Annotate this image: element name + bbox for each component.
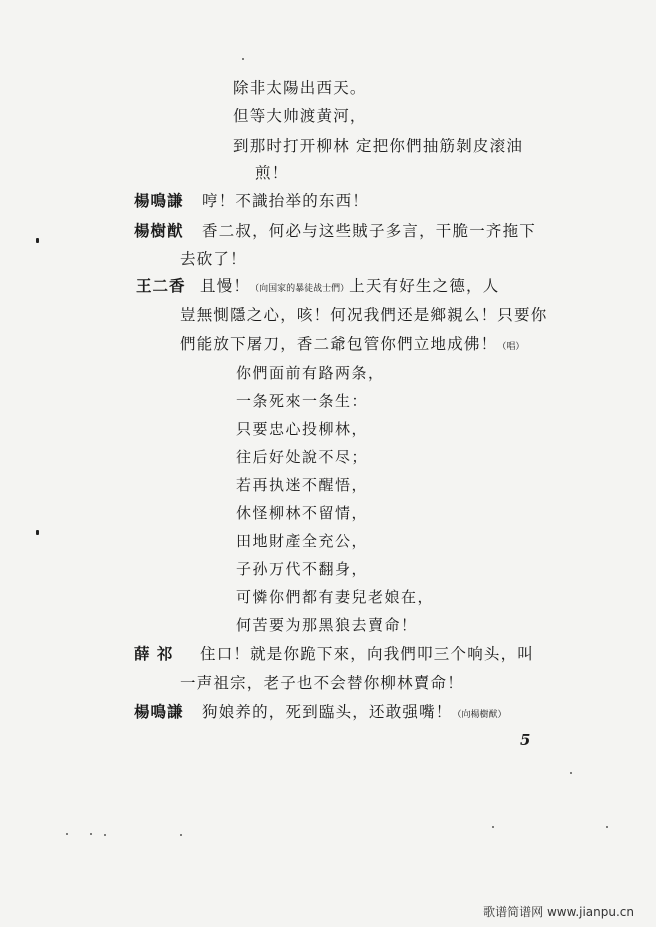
scan-speck: [606, 826, 608, 828]
scan-mark: [36, 238, 39, 243]
dialogue-text-b: 上天有好生之德，人: [349, 277, 500, 295]
speaker-name: 楊樹猷: [134, 221, 184, 240]
song-line: 可憐你們都有妻兒老娘在，: [236, 588, 435, 606]
verse-line: 但等大帅渡黄河，: [233, 107, 367, 125]
verse-line: 除非太陽出西天。: [233, 79, 367, 97]
song-line: 休怪柳林不留情，: [236, 504, 369, 522]
dialogue-text: 哼！不識抬举的东西！: [202, 192, 370, 210]
speaker-name: 楊鳴謙: [134, 191, 184, 210]
watermark: 歌谱简谱网 www.jianpu.cn: [483, 905, 634, 919]
song-line: 田地財產全充公，: [236, 532, 369, 550]
scan-mark: [36, 530, 39, 535]
dialogue-text-c: 們能放下屠刀，香二爺包管你們立地成佛！: [180, 335, 498, 353]
dialogue-continuation: 一声祖宗，老子也不会替你柳林賣命！: [180, 674, 464, 692]
page-number: 5: [520, 731, 531, 749]
song-line: 只要忠心投柳林，: [236, 420, 369, 438]
dialogue-continuation: [180, 332, 524, 354]
verse-line: 煎！: [255, 164, 289, 182]
dialogue-text-a: 狗娘养的，死到臨头，还敢强嘴！: [202, 703, 453, 721]
speaker-name: 楊鳴謙: [134, 702, 184, 721]
song-line: 你們面前有路两条，: [236, 364, 385, 382]
stage-direction: （唱）: [497, 342, 525, 352]
dialogue-text: [200, 274, 499, 296]
song-line: 一条死來一条生：: [236, 392, 369, 410]
dialogue-text: [202, 700, 507, 722]
stage-direction: （向国家的暴徒战士們）: [250, 284, 350, 294]
stage-direction: （向楊樹猷）: [452, 710, 507, 720]
scan-speck: [492, 826, 494, 828]
dialogue-text-a: 且慢！: [200, 277, 251, 295]
song-line: 子孙万代不翻身，: [236, 560, 369, 578]
scan-speck: [570, 772, 572, 774]
scan-speck: [66, 833, 68, 835]
speaker-name: 薛 祁: [134, 644, 174, 663]
dialogue-continuation: 豈無惻隱之心，咳！何况我們还是鄉親么！只要你: [180, 306, 548, 324]
song-line: 往后好处說不尽；: [236, 448, 369, 466]
dialogue-text: 香二叔，何必与这些賊子多言，干脆一齐拖下: [202, 222, 537, 240]
scan-speck: [104, 834, 106, 836]
scan-speck: [242, 58, 244, 60]
speaker-name: 王二香: [136, 276, 186, 295]
scan-speck: [90, 833, 92, 835]
song-line: 若再执迷不醒悟，: [236, 476, 369, 494]
verse-line: 到那时打开柳林 定把你們抽筋剝皮滚油: [233, 137, 524, 155]
dialogue-continuation: 去砍了！: [180, 250, 247, 268]
dialogue-text: 住口！就是你跪下來，向我們叩三个响头，叫: [200, 645, 535, 663]
scan-speck: [180, 834, 182, 836]
song-line: 何苦要为那黑狼去賣命！: [236, 616, 418, 634]
